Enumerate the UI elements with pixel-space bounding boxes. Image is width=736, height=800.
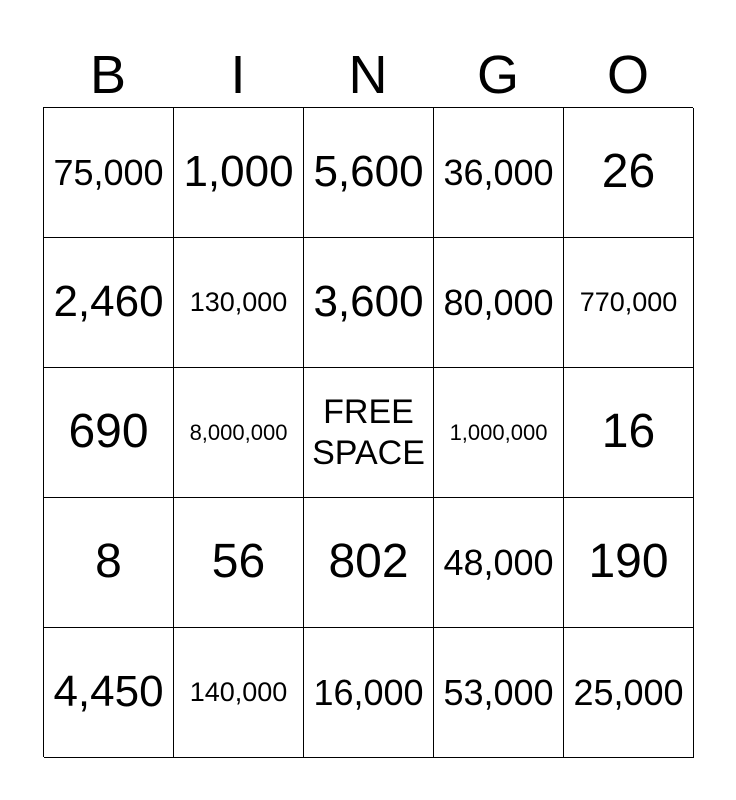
- bingo-cell-r1-o[interactable]: 26: [564, 108, 694, 238]
- bingo-cell-r4-o[interactable]: 190: [564, 498, 694, 628]
- bingo-cell-r3-i[interactable]: 8,000,000: [174, 368, 304, 498]
- bingo-cell-r5-n[interactable]: 16,000: [304, 628, 434, 758]
- bingo-cell-r5-g[interactable]: 53,000: [434, 628, 564, 758]
- bingo-cell-r1-g[interactable]: 36,000: [434, 108, 564, 238]
- bingo-cell-r4-g[interactable]: 48,000: [434, 498, 564, 628]
- bingo-cell-r2-n[interactable]: 3,600: [304, 238, 434, 368]
- bingo-cell-r1-b[interactable]: 75,000: [44, 108, 174, 238]
- bingo-cell-r3-o[interactable]: 16: [564, 368, 694, 498]
- header-letter-n: N: [348, 45, 388, 105]
- bingo-cell-r4-i[interactable]: 56: [174, 498, 304, 628]
- header-letter-o: O: [606, 45, 649, 105]
- bingo-cell-r3-b[interactable]: 690: [44, 368, 174, 498]
- bingo-cell-r2-i[interactable]: 130,000: [174, 238, 304, 368]
- bingo-cell-r5-b[interactable]: 4,450: [44, 628, 174, 758]
- bingo-cell-r4-n[interactable]: 802: [304, 498, 434, 628]
- free-space-cell[interactable]: FREE SPACE: [304, 368, 434, 498]
- header-letter-g: G: [476, 45, 519, 105]
- bingo-header: [43, 42, 693, 108]
- bingo-cell-r2-o[interactable]: 770,000: [564, 238, 694, 368]
- bingo-cell-r4-b[interactable]: 8: [44, 498, 174, 628]
- header-letter-i: I: [230, 45, 246, 105]
- bingo-cell-r3-g[interactable]: 1,000,000: [434, 368, 564, 498]
- header-letter-b: B: [89, 45, 127, 105]
- bingo-cell-r5-i[interactable]: 140,000: [174, 628, 304, 758]
- bingo-cell-r2-g[interactable]: 80,000: [434, 238, 564, 368]
- bingo-cell-r5-o[interactable]: 25,000: [564, 628, 694, 758]
- bingo-grid: [43, 107, 693, 757]
- bingo-cell-r2-b[interactable]: 2,460: [44, 238, 174, 368]
- bingo-cell-r1-n[interactable]: 5,600: [304, 108, 434, 238]
- bingo-cell-r1-i[interactable]: 1,000: [174, 108, 304, 238]
